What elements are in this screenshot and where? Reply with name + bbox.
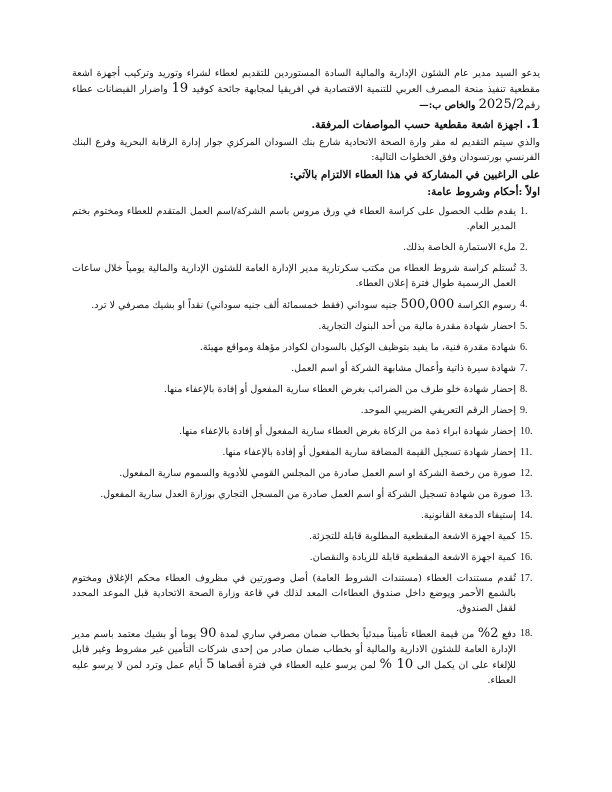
item-number: 5. [520, 321, 528, 332]
item-number: 2. [520, 242, 528, 253]
item-number: 7. [520, 363, 528, 374]
intro-paragraph [72, 66, 540, 113]
list-item [72, 361, 540, 376]
item-text-5: أيام عمل وترد لمن لا يرسو عليه العطاء. [72, 660, 516, 686]
item-text: ملء الاستمارة الخاصة بذلك. [402, 242, 516, 253]
item-text: إحضار الرقم التعريفي الضريبي الموحد. [360, 405, 516, 416]
item-text-4: لمن يرسو عليه العطاء في فترة أقصاها [218, 660, 376, 671]
list-item [72, 340, 540, 355]
item-text-post: جنيه سوداني (فقط خمسمائة ألف جنيه سوداني) نقداً او بشيك مصرفي لا ترد. [91, 300, 398, 311]
item-text-pre: رسوم الكراسة [457, 300, 516, 311]
item-text: كمية اجهزة الاشعة المقطعية قابلة للزيادة والنقصان. [309, 552, 516, 563]
list-item [72, 240, 540, 255]
item-number: 9. [520, 405, 528, 416]
list-item [72, 571, 540, 616]
item-text-3: يوما أو بشيك معتمد باسم مدير الإدارة العامة للشئون الادارية والمالية أو بخطاب ضمان صادر من إحدى شركات التأمين غير مشروط وغير قابل للإلغاء على ان يكمل الى [72, 629, 516, 671]
item-text: إستيفاء الدمغة القانونية. [420, 510, 516, 521]
item-text: شهادة سيرة ذاتية وأعمال مشابهة الشركة أو اسم العمل. [291, 363, 516, 374]
guarantee-percent: 2% [477, 626, 499, 641]
item-text: تُستلم كراسة شروط العطاء من مكتب سكرتارية مدير الإدارة العامة للشئون الإدارية والمالية يومياً خلال ساعات العمل الرسمية طوال فترة إعلان العطاء. [72, 263, 516, 289]
section-title [72, 117, 540, 133]
item-text: يقدم طلب الحصول على كراسة العطاء في ورق مروس باسم الشركة/اسم العمل المتقدم للعطاء ومختوم بختم المدير العام. [72, 206, 516, 232]
tender-number: 2025/2 [478, 97, 525, 112]
intro-part1: يدعو السيد مدير عام الشئون الإدارية والمالية السادة المستوردين للتقديم لعطاء لشراء وتوريد وتركيب أجهزة اشعة مقطعية تنفيذ منحة المصرف العربي للتنمية الاقتصادية في افريقيا لمجابهة جائحة كوفيد [72, 68, 540, 95]
list-item [72, 204, 540, 234]
validity-days: 90 [199, 626, 217, 641]
section-number: 1. [526, 117, 540, 132]
working-days: 5 [206, 657, 215, 672]
list-item [72, 466, 540, 481]
list-item [72, 626, 540, 688]
item-number: 11. [520, 447, 533, 458]
item-number: 17. [520, 573, 533, 584]
item-number: 12. [520, 468, 533, 479]
item-text-1: دفع [502, 629, 516, 640]
list-item [72, 550, 540, 565]
item-number: 8. [520, 384, 528, 395]
intro-part2: واضرار الفيضانات عطاء رقم [72, 84, 540, 111]
list-item [72, 529, 540, 544]
item-number: 6. [520, 342, 528, 353]
item-text: شهادة مقدرة فنية، ما يفيد بتوظيف الوكيل بالسودان لكوادر مؤهلة ومواقع مهيئة. [199, 342, 516, 353]
item-text: إحضار شهادة ابراء ذمة من الزكاة بغرض العطاء سارية المفعول أو إفادة بالإعفاء منها. [179, 426, 516, 437]
item-number: 1. [520, 206, 528, 217]
participants-heading: على الراغبين في المشاركة في هذا العطاء الالتزام بالآتي: [289, 169, 540, 181]
item-number: 10. [520, 426, 533, 437]
item-text: احضار شهادة مقدرة مالية من أحد البنوك التجارية. [318, 321, 516, 332]
list-item [72, 403, 540, 418]
item-number: 14. [520, 510, 533, 521]
list-item [72, 297, 540, 313]
list-item [72, 319, 540, 334]
item-text: صورة من شهادة تسجيل الشركة أو اسم العمل صادرة من المسجل التجاري بوزارة العدل سارية المفعول. [100, 489, 516, 500]
list-item [72, 445, 540, 460]
intro-part3: والخاص ب:— [419, 100, 476, 111]
item-text: إحضار شهادة تسجيل القيمة المضافة سارية المفعول أو إفادة بالإعفاء منها. [222, 447, 516, 458]
item-text: تُقدم مستندات العطاء (مستندات الشروط العامة) أصل وصورتين في مظروف العطاء محكم الإغلاق ومختوم بالشمع الأحمر ويوضع داخل صندوق العطاءات المعد لذلك في قاعة وزارة الصحة الاتحادية قبل الموعد المحدد لقفل الصندوق. [72, 573, 516, 614]
list-item [72, 424, 540, 439]
item-number: 15. [520, 531, 533, 542]
terms-heading: اولاً :أحكام وشروط عامة: [427, 186, 540, 198]
document-body [72, 66, 540, 694]
item-number: 3. [520, 263, 528, 274]
item-number: 4. [520, 299, 528, 310]
list-item [72, 261, 540, 291]
section-title-text: اجهزة اشعة مقطعية حسب المواصفات المرفقة. [311, 119, 523, 131]
terms-list [72, 204, 540, 688]
covid-number: 19 [171, 81, 189, 96]
item-text: إحضار شهادة خلو طرف من الضرائب بغرض العطاء سارية المفعول أو إفادة بالإعفاء منها. [163, 384, 516, 395]
item-number: 16. [520, 552, 533, 563]
list-item [72, 508, 540, 523]
item-text-2: من قيمة العطاء تأميناً مبدئياً بخطاب ضمان مصرفي ساري لمدة [219, 629, 475, 640]
final-guarantee-percent: 10 % [379, 657, 414, 672]
fee-amount: 500,000 [400, 297, 455, 312]
list-item [72, 487, 540, 502]
item-number: 18. [520, 628, 533, 639]
item-number: 13. [520, 489, 533, 500]
location-paragraph: والذي سيتم التقديم له مقر وارة الصحة الاتحادية شارع بنك السودان المركزي جوار إدارة الرقابة البحرية وفرع البنك الفرنسي بورتسودان وفق الخطوات التالية: [72, 137, 540, 163]
item-text: كمية اجهزة الاشعة المقطعية المطلوبة قابلة للتجزئة. [308, 531, 516, 542]
list-item [72, 382, 540, 397]
item-text: صورة من رخصة الشركة او اسم العمل صادرة من المجلس القومي للأدوية والسموم سارية المفعول. [119, 468, 516, 479]
